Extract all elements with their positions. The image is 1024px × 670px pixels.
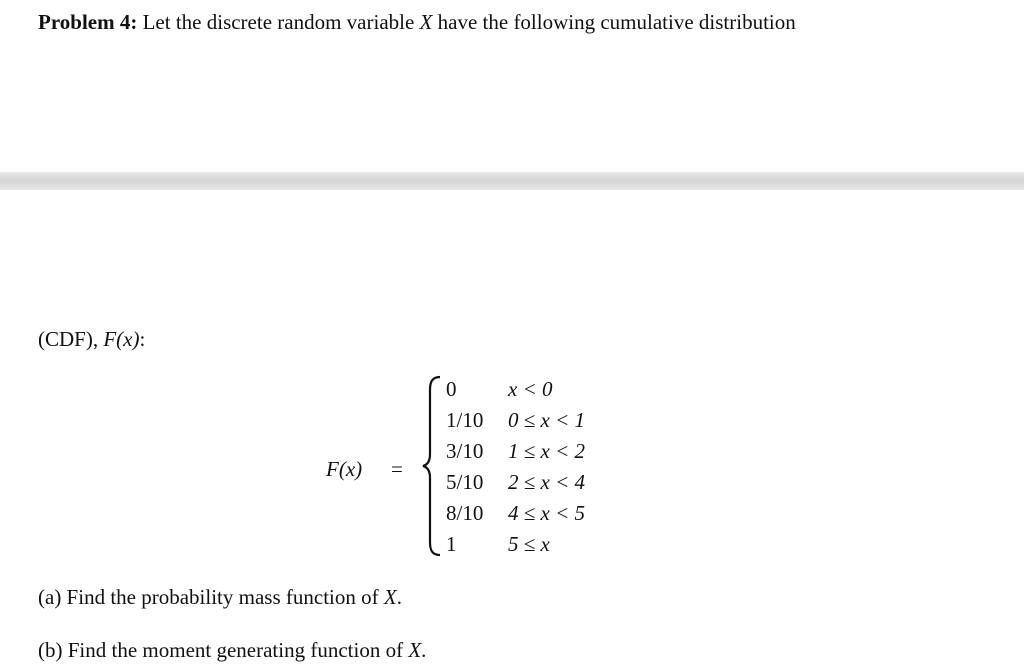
page-separator: [0, 172, 1024, 190]
cdf-intro: [38, 325, 145, 353]
equation-equals: =: [391, 457, 403, 481]
question-b-var: X: [408, 638, 422, 662]
problem-statement: [38, 8, 796, 36]
case-condition: 2 ≤ x < 4: [508, 470, 586, 494]
case-condition: x < 0: [508, 377, 553, 401]
case-condition: 5 ≤ x: [508, 532, 550, 556]
question-a-suffix: .: [396, 585, 402, 609]
problem-text: Let the discrete random variable: [142, 10, 415, 34]
question-b-suffix: .: [421, 638, 427, 662]
case-value: 1/10: [446, 408, 484, 432]
random-variable: X: [419, 10, 433, 34]
question-b-text: (b) Find the moment generating function of: [38, 638, 404, 662]
case-condition: 0 ≤ x < 1: [508, 408, 586, 432]
question-b: [38, 636, 426, 664]
question-a-var: X: [383, 585, 397, 609]
cdf-colon: :: [139, 327, 146, 351]
case-value: 3/10: [446, 439, 484, 463]
question-a-text: (a) Find the probability mass function of: [38, 585, 379, 609]
case-condition: 4 ≤ x < 5: [508, 501, 586, 525]
left-brace: [422, 374, 442, 558]
equation-lhs: F(x): [326, 457, 363, 481]
case-value: 8/10: [446, 501, 484, 525]
cdf-text: (CDF),: [38, 327, 99, 351]
problem-label: Problem 4:: [38, 10, 138, 34]
case-value: 5/10: [446, 470, 484, 494]
cdf-function: F(x): [103, 327, 140, 351]
case-condition: 1 ≤ x < 2: [508, 439, 586, 463]
case-value: 1: [446, 532, 457, 556]
case-value: 0: [446, 377, 457, 401]
question-a: [38, 583, 402, 611]
problem-text-after: have the following cumulative distribution: [437, 10, 796, 34]
